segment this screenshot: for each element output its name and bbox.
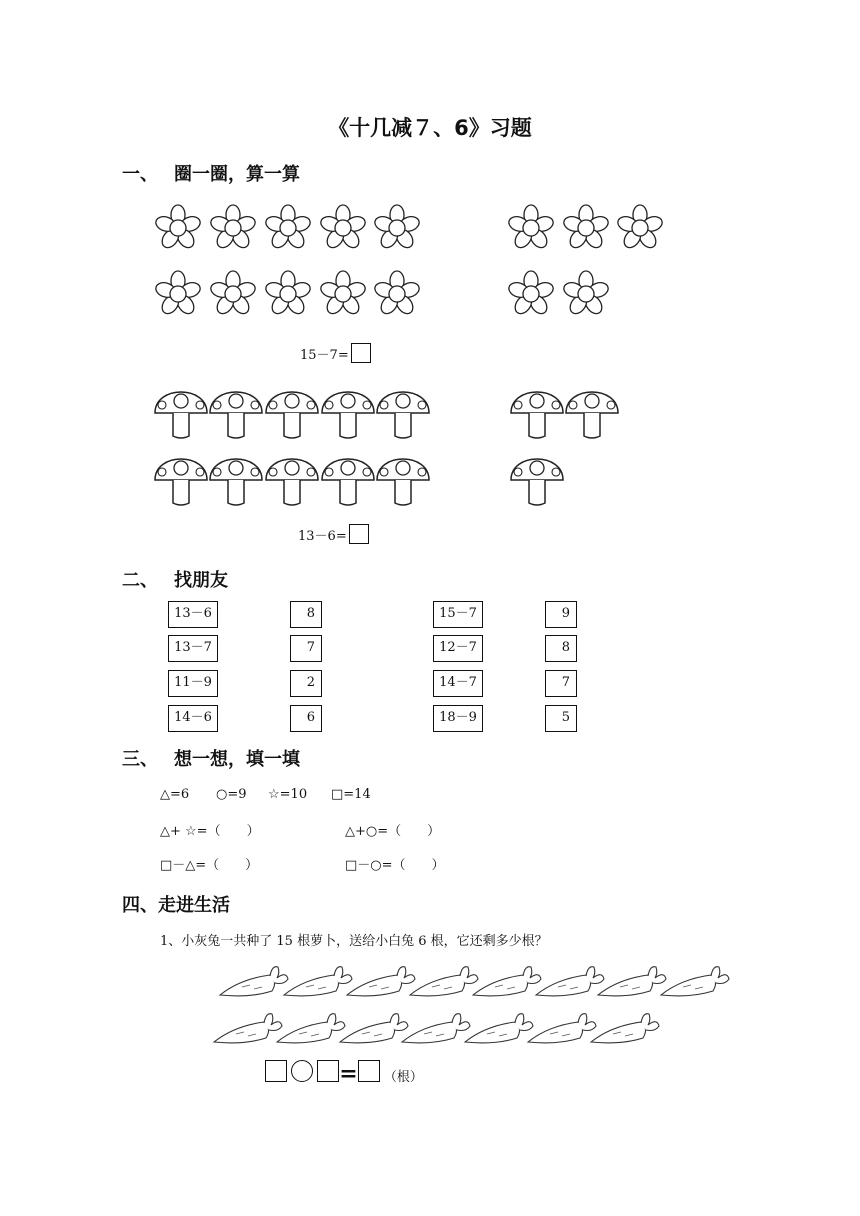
section-1-title: 圈一圈，算一算 bbox=[174, 164, 300, 185]
carrot-icon bbox=[528, 1014, 596, 1043]
carrot-icon bbox=[591, 1014, 659, 1043]
right-expression-box[interactable]: 12－7 bbox=[433, 635, 483, 662]
left-expression-box[interactable]: 11－9 bbox=[168, 670, 218, 697]
equals-sign: = bbox=[339, 1061, 358, 1087]
left-answer-box[interactable]: 2 bbox=[290, 670, 322, 697]
carrot-icon bbox=[220, 967, 288, 996]
given-square: □=14 bbox=[331, 787, 371, 802]
minuend-box[interactable] bbox=[265, 1060, 287, 1082]
given-triangle: △=6 bbox=[160, 787, 190, 802]
section-4-heading: 四、走进生活 bbox=[122, 895, 230, 916]
right-answer-box[interactable]: 7 bbox=[545, 670, 577, 697]
carrot-icon bbox=[410, 967, 478, 996]
equation-1-text: 15－7= bbox=[300, 348, 349, 363]
carrot-icon bbox=[284, 967, 352, 996]
answer-equation bbox=[265, 1060, 423, 1087]
carrot-icon bbox=[473, 967, 541, 996]
carrot-icon bbox=[465, 1014, 533, 1043]
section-2-number: 二、 bbox=[122, 570, 158, 591]
left-answer-box[interactable]: 6 bbox=[290, 705, 322, 732]
page-title: 《十几减７、6》习题 bbox=[328, 116, 532, 140]
left-expression-box[interactable]: 14－6 bbox=[168, 705, 218, 732]
section-3-title: 想一想，填一填 bbox=[174, 749, 300, 770]
right-expression-box[interactable]: 18－9 bbox=[433, 705, 483, 732]
section-2-title: 找朋友 bbox=[174, 570, 228, 591]
unit-label: （根） bbox=[383, 1070, 423, 1085]
right-expression-box[interactable]: 15－7 bbox=[433, 601, 483, 628]
carrot-icon bbox=[661, 967, 729, 996]
carrot-icon bbox=[402, 1014, 470, 1043]
right-expression-box[interactable]: 14－7 bbox=[433, 670, 483, 697]
carrot-icon bbox=[598, 967, 666, 996]
left-expression-box[interactable]: 13－6 bbox=[168, 601, 218, 628]
right-answer-box[interactable]: 5 bbox=[545, 705, 577, 732]
carrot-icon bbox=[347, 967, 415, 996]
question-1[interactable]: △+ ☆=（ ） bbox=[160, 824, 260, 839]
result-box[interactable] bbox=[358, 1060, 380, 1082]
carrot-icon bbox=[277, 1014, 345, 1043]
question-4[interactable]: □－○=（ ） bbox=[345, 858, 445, 873]
section-3-number: 三、 bbox=[122, 749, 158, 770]
equation-2-text: 13－6= bbox=[298, 529, 347, 544]
carrot-icon bbox=[536, 967, 604, 996]
section-1-number: 一、 bbox=[122, 164, 158, 185]
carrot-icon bbox=[214, 1014, 282, 1043]
left-answer-box[interactable]: 7 bbox=[290, 635, 322, 662]
given-star: ☆=10 bbox=[268, 787, 308, 802]
subtrahend-box[interactable] bbox=[317, 1060, 339, 1082]
question-3[interactable]: □－△=（ ） bbox=[160, 858, 259, 873]
word-problem: 1、小灰兔一共种了 15 根萝卜，送给小白兔 6 根，它还剩多少根？ bbox=[160, 934, 548, 949]
carrot-icon bbox=[340, 1014, 408, 1043]
left-expression-box[interactable]: 13－7 bbox=[168, 635, 218, 662]
right-answer-box[interactable]: 8 bbox=[545, 635, 577, 662]
operator-circle[interactable] bbox=[291, 1060, 313, 1082]
given-circle: ○=9 bbox=[216, 787, 247, 802]
left-answer-box[interactable]: 8 bbox=[290, 601, 322, 628]
right-answer-box[interactable]: 9 bbox=[545, 601, 577, 628]
question-2[interactable]: △+○=（ ） bbox=[345, 824, 441, 839]
